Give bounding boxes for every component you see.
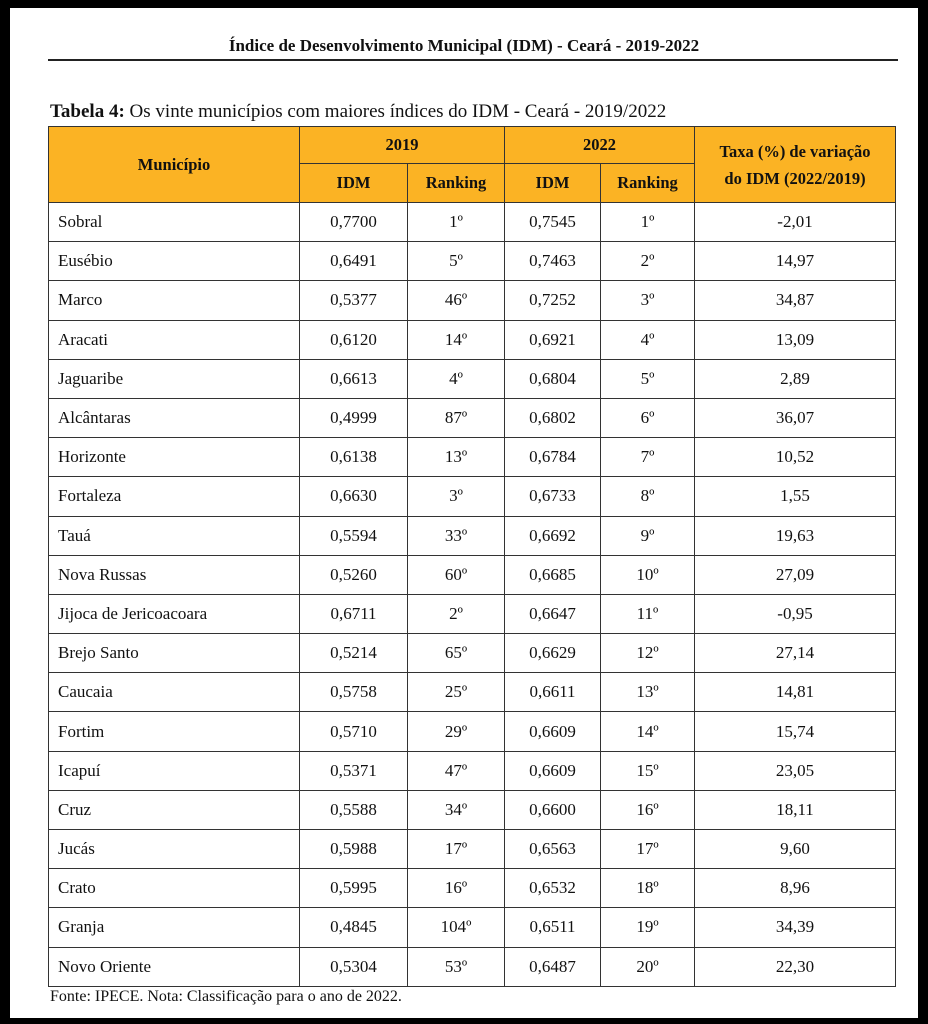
header-ranking-2022: Ranking: [601, 164, 695, 203]
idm-2019-cell: 0,5758: [300, 673, 408, 712]
idm-2022-cell: 0,6692: [505, 516, 601, 555]
idm-2022-cell: 0,6921: [505, 320, 601, 359]
taxa-cell: 14,81: [695, 673, 896, 712]
idm-2022-cell: 0,7252: [505, 281, 601, 320]
header-idm-2019: IDM: [300, 164, 408, 203]
idm-2022-cell: 0,6609: [505, 751, 601, 790]
idm-2019-cell: 0,5594: [300, 516, 408, 555]
taxa-cell: 34,39: [695, 908, 896, 947]
table-row: [49, 751, 896, 790]
idm-2022-cell: 0,6685: [505, 555, 601, 594]
idm-2019-cell: 0,7700: [300, 203, 408, 242]
ranking-2019-cell: 60º: [408, 555, 505, 594]
table-row: [49, 359, 896, 398]
idm-2019-cell: 0,6613: [300, 359, 408, 398]
ranking-2019-cell: 14º: [408, 320, 505, 359]
ranking-2019-cell: 29º: [408, 712, 505, 751]
idm-2022-cell: 0,6532: [505, 869, 601, 908]
ranking-2019-cell: 33º: [408, 516, 505, 555]
ranking-2022-cell: 11º: [601, 594, 695, 633]
taxa-cell: 8,96: [695, 869, 896, 908]
municipio-cell: Icapuí: [49, 751, 300, 790]
idm-2022-cell: 0,6563: [505, 830, 601, 869]
municipio-cell: Crato: [49, 869, 300, 908]
table-row: [49, 947, 896, 986]
taxa-cell: 2,89: [695, 359, 896, 398]
ranking-2019-cell: 4º: [408, 359, 505, 398]
taxa-cell: 23,05: [695, 751, 896, 790]
idm-2019-cell: 0,5260: [300, 555, 408, 594]
table-row: [49, 242, 896, 281]
idm-2019-cell: 0,5371: [300, 751, 408, 790]
municipio-cell: Cruz: [49, 790, 300, 829]
ranking-2022-cell: 19º: [601, 908, 695, 947]
taxa-cell: -2,01: [695, 203, 896, 242]
header-idm-2022: IDM: [505, 164, 601, 203]
idm-2019-cell: 0,4999: [300, 398, 408, 437]
idm-2019-cell: 0,6120: [300, 320, 408, 359]
taxa-cell: 18,11: [695, 790, 896, 829]
table-row: [49, 869, 896, 908]
taxa-cell: 19,63: [695, 516, 896, 555]
header-taxa-line2: do IDM (2022/2019): [724, 168, 866, 188]
idm-2022-cell: 0,6784: [505, 438, 601, 477]
municipio-cell: Aracati: [49, 320, 300, 359]
table-row: [49, 712, 896, 751]
taxa-cell: 14,97: [695, 242, 896, 281]
ranking-2022-cell: 4º: [601, 320, 695, 359]
table-row: [49, 555, 896, 594]
ranking-2019-cell: 53º: [408, 947, 505, 986]
ranking-2019-cell: 104º: [408, 908, 505, 947]
taxa-cell: -0,95: [695, 594, 896, 633]
idm-2022-cell: 0,7545: [505, 203, 601, 242]
municipio-cell: Novo Oriente: [49, 947, 300, 986]
ranking-2022-cell: 20º: [601, 947, 695, 986]
table-row: [49, 790, 896, 829]
municipio-cell: Granja: [49, 908, 300, 947]
table-row: [49, 398, 896, 437]
table-row: [49, 516, 896, 555]
document-title: Índice de Desenvolvimento Municipal (IDM) - Ceará - 2019-2022: [228, 36, 700, 55]
ranking-2022-cell: 6º: [601, 398, 695, 437]
taxa-cell: 1,55: [695, 477, 896, 516]
table-body: [49, 203, 896, 987]
caption-text: Os vinte municípios com maiores índices do IDM - Ceará - 2019/2022: [124, 101, 667, 122]
header-taxa: [695, 127, 896, 203]
ranking-2022-cell: 14º: [601, 712, 695, 751]
idm-2022-cell: 0,6647: [505, 594, 601, 633]
header-municipio: Município: [49, 127, 300, 203]
idm-2022-cell: 0,6804: [505, 359, 601, 398]
taxa-cell: 15,74: [695, 712, 896, 751]
municipio-cell: Tauá: [49, 516, 300, 555]
ranking-2022-cell: 5º: [601, 359, 695, 398]
ranking-2022-cell: 10º: [601, 555, 695, 594]
municipio-cell: Horizonte: [49, 438, 300, 477]
idm-2019-cell: 0,6711: [300, 594, 408, 633]
ranking-2022-cell: 17º: [601, 830, 695, 869]
ranking-2019-cell: 2º: [408, 594, 505, 633]
table-caption: [50, 101, 666, 123]
taxa-cell: 36,07: [695, 398, 896, 437]
table-row: [49, 477, 896, 516]
table-row: [49, 634, 896, 673]
municipio-cell: Fortaleza: [49, 477, 300, 516]
table-row: [49, 320, 896, 359]
header-ranking-2019: Ranking: [408, 164, 505, 203]
table-row: [49, 203, 896, 242]
ranking-2022-cell: 13º: [601, 673, 695, 712]
ranking-2019-cell: 47º: [408, 751, 505, 790]
taxa-cell: 27,09: [695, 555, 896, 594]
idm-2022-cell: 0,6487: [505, 947, 601, 986]
source-note: Fonte: IPECE. Nota: Classificação para o ano de 2022.: [50, 988, 402, 1005]
municipio-cell: Caucaia: [49, 673, 300, 712]
table-row: [49, 830, 896, 869]
taxa-cell: 27,14: [695, 634, 896, 673]
table-row: [49, 281, 896, 320]
idm-2022-cell: 0,6733: [505, 477, 601, 516]
idm-2019-cell: 0,6630: [300, 477, 408, 516]
ranking-2019-cell: 3º: [408, 477, 505, 516]
municipio-cell: Nova Russas: [49, 555, 300, 594]
ranking-2022-cell: 3º: [601, 281, 695, 320]
ranking-2022-cell: 18º: [601, 869, 695, 908]
table-row: [49, 908, 896, 947]
idm-2019-cell: 0,6491: [300, 242, 408, 281]
ranking-2019-cell: 25º: [408, 673, 505, 712]
ranking-2022-cell: 9º: [601, 516, 695, 555]
ranking-2019-cell: 65º: [408, 634, 505, 673]
ranking-2022-cell: 16º: [601, 790, 695, 829]
ranking-2019-cell: 1º: [408, 203, 505, 242]
idm-2019-cell: 0,5995: [300, 869, 408, 908]
header-year-2022: 2022: [505, 127, 695, 164]
ranking-2022-cell: 12º: [601, 634, 695, 673]
ranking-2019-cell: 34º: [408, 790, 505, 829]
idm-2022-cell: 0,7463: [505, 242, 601, 281]
ranking-2019-cell: 16º: [408, 869, 505, 908]
ranking-2019-cell: 46º: [408, 281, 505, 320]
idm-2019-cell: 0,6138: [300, 438, 408, 477]
caption-label: Tabela 4:: [50, 101, 125, 122]
idm-2022-cell: 0,6511: [505, 908, 601, 947]
municipio-cell: Marco: [49, 281, 300, 320]
municipio-cell: Jijoca de Jericoacoara: [49, 594, 300, 633]
ranking-2019-cell: 17º: [408, 830, 505, 869]
idm-2019-cell: 0,5214: [300, 634, 408, 673]
ranking-2022-cell: 8º: [601, 477, 695, 516]
table-row: [49, 673, 896, 712]
idm-2022-cell: 0,6611: [505, 673, 601, 712]
taxa-cell: 9,60: [695, 830, 896, 869]
idm-2019-cell: 0,5988: [300, 830, 408, 869]
idm-2019-cell: 0,5377: [300, 281, 408, 320]
idm-table: [48, 126, 896, 987]
idm-2022-cell: 0,6629: [505, 634, 601, 673]
taxa-cell: 22,30: [695, 947, 896, 986]
municipio-cell: Jucás: [49, 830, 300, 869]
taxa-cell: 13,09: [695, 320, 896, 359]
idm-2022-cell: 0,6609: [505, 712, 601, 751]
ranking-2022-cell: 1º: [601, 203, 695, 242]
idm-2019-cell: 0,5304: [300, 947, 408, 986]
ranking-2022-cell: 7º: [601, 438, 695, 477]
table-row: [49, 438, 896, 477]
title-divider: [48, 59, 898, 61]
header-year-2019: 2019: [300, 127, 505, 164]
municipio-cell: Alcântaras: [49, 398, 300, 437]
municipio-cell: Eusébio: [49, 242, 300, 281]
table-row: [49, 594, 896, 633]
municipio-cell: Brejo Santo: [49, 634, 300, 673]
header-taxa-line1: Taxa (%) de variação: [719, 141, 871, 161]
idm-2022-cell: 0,6600: [505, 790, 601, 829]
municipio-cell: Jaguaribe: [49, 359, 300, 398]
idm-2019-cell: 0,5710: [300, 712, 408, 751]
taxa-cell: 34,87: [695, 281, 896, 320]
ranking-2019-cell: 5º: [408, 242, 505, 281]
idm-2022-cell: 0,6802: [505, 398, 601, 437]
ranking-2022-cell: 15º: [601, 751, 695, 790]
ranking-2022-cell: 2º: [601, 242, 695, 281]
taxa-cell: 10,52: [695, 438, 896, 477]
ranking-2019-cell: 87º: [408, 398, 505, 437]
ranking-2019-cell: 13º: [408, 438, 505, 477]
idm-2019-cell: 0,5588: [300, 790, 408, 829]
municipio-cell: Sobral: [49, 203, 300, 242]
document-page: [10, 8, 918, 1018]
municipio-cell: Fortim: [49, 712, 300, 751]
idm-2019-cell: 0,4845: [300, 908, 408, 947]
